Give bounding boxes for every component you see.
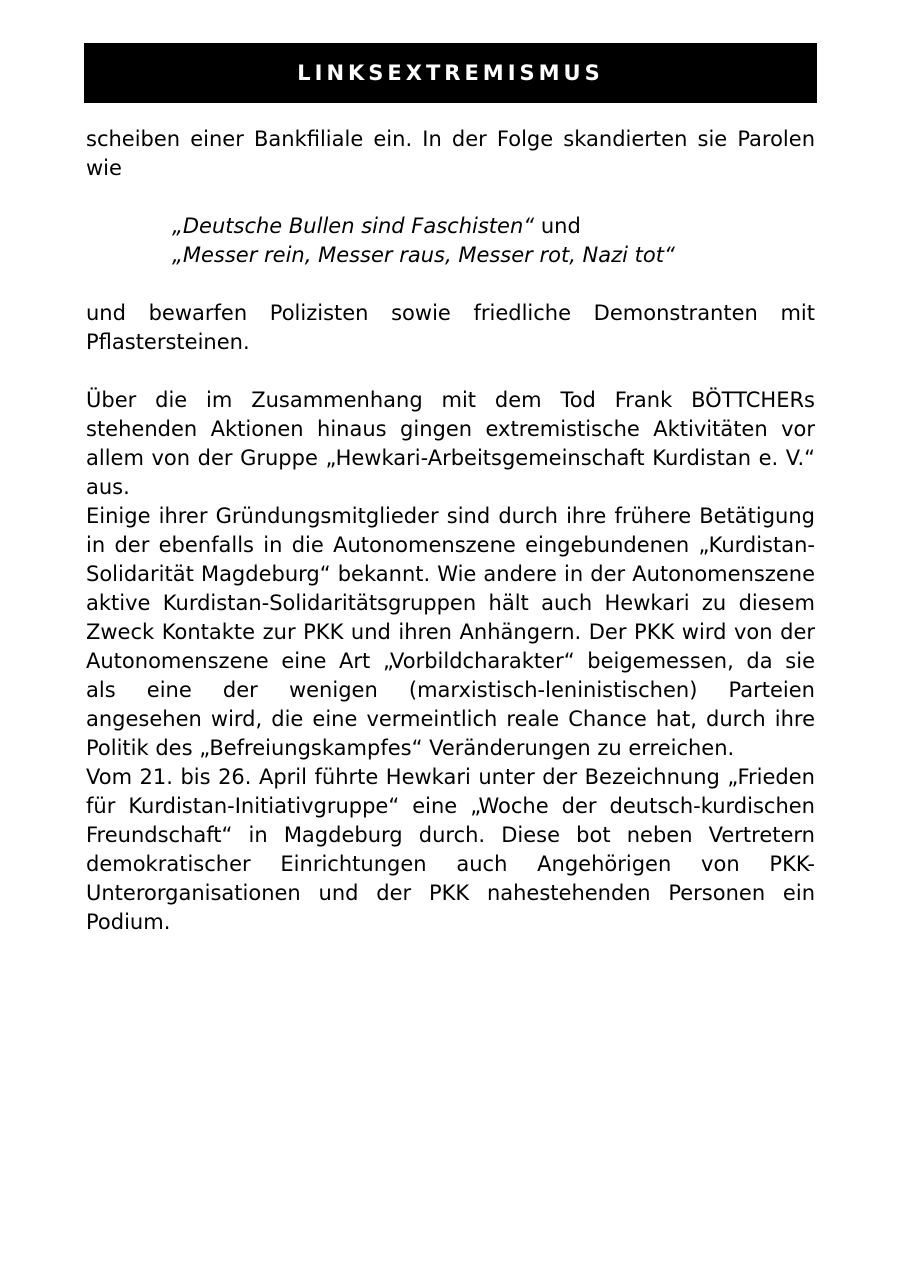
quote-connector: und (534, 214, 581, 238)
paragraph-5: Vom 21. bis 26. April führte Hewkari unter der Bezeichnung „Frieden für Kurdistan-Initiativgruppe“ eine „Woche der deutsch-kurdischen Freundschaft“ in Magdeburg durch. Diese bot neben Vertretern demokratischer Einrichtungen auch Angehörigen von PKK-Unterorganisationen und der PKK nahestehenden Personen ein Podium. (86, 765, 815, 934)
quote-1: „Deutsche Bullen sind Faschisten“ (172, 214, 535, 238)
document-body (86, 125, 815, 937)
page-header-title: LINKSEXTREMISMUS (297, 61, 604, 85)
quote-block (86, 212, 815, 270)
paragraph-4: Einige ihrer Gründungsmitglieder sind durch ihre frühere Betätigung in der ebenfalls in die Autonomenszene eingebundenen „Kurdistan-Solidarität Magdeburg“ bekannt. Wie andere in der Autonomenszene aktive Kurdistan-Solidaritätsgruppen hält auch Hewkari zu diesem Zweck Kontakte zur PKK und ihren Anhängern. Der PKK wird von der Autonomenszene eine Art „Vorbildcharakter“ beigemessen, da sie als eine der wenigen (marxistisch-leninistischen) Parteien angesehen wird, die eine vermeintlich reale Chance hat, durch ihre Politik des „Befreiungskampfes“ Veränderungen zu erreichen. (86, 504, 815, 760)
paragraph-spacer (86, 357, 815, 386)
paragraph-2: und bewarfen Polizisten sowie friedliche Demonstranten mit Pflastersteinen. (86, 301, 815, 354)
paragraph-1: scheiben einer Bankfiliale ein. In der Folge skandierten sie Parolen wie (86, 127, 815, 180)
paragraph-3: Über die im Zusammenhang mit dem Tod Frank BÖTTCHERs stehenden Aktionen hinaus gingen extremistische Aktivitäten vor allem von der Gruppe „Hewkari-Arbeitsgemeinschaft Kurdistan e. V.“ aus. (86, 388, 815, 499)
quote-2: „Messer rein, Messer raus, Messer rot, Nazi tot“ (172, 243, 675, 267)
page-header-bar (84, 43, 817, 103)
